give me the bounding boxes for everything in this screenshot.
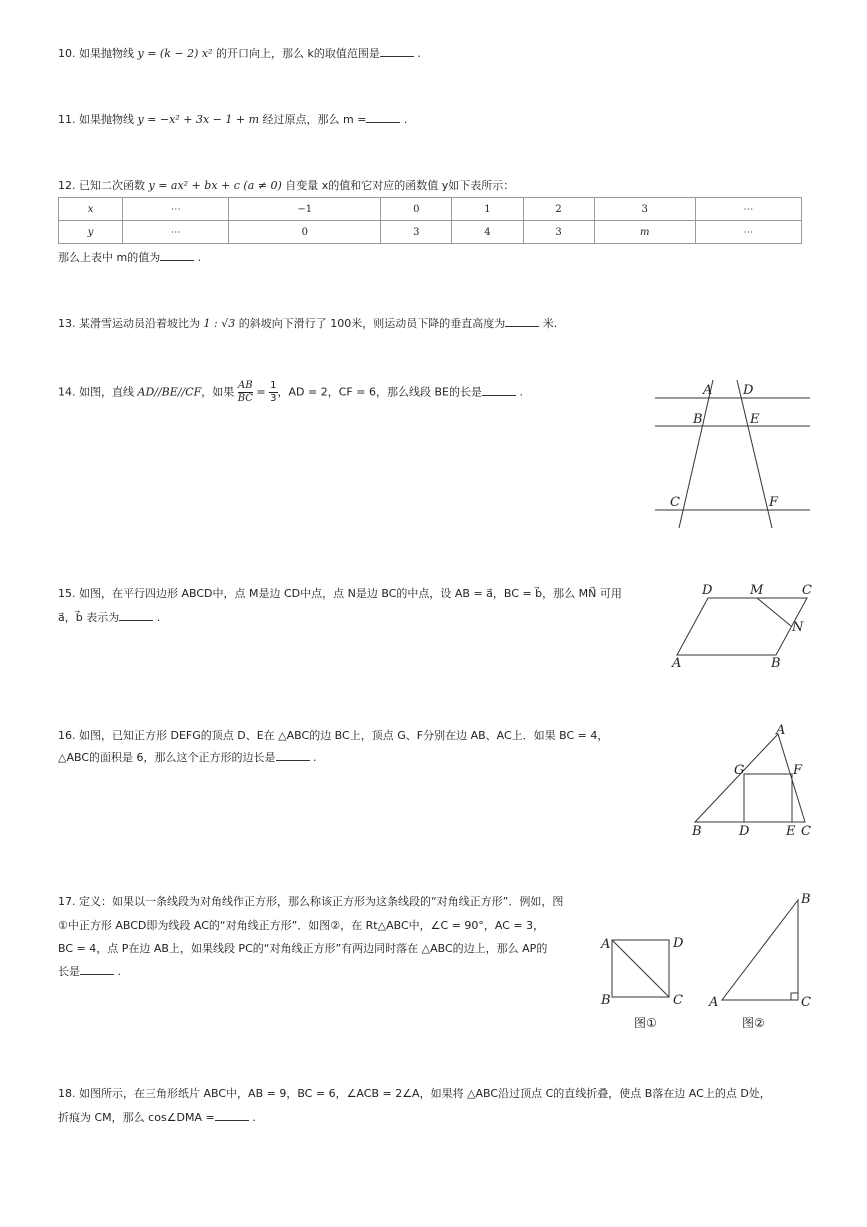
q11-tail: 经过原点，那么 m = (259, 113, 367, 126)
q17-answer-blank (80, 964, 114, 975)
label-c: C (801, 824, 811, 839)
label-n: N (792, 620, 804, 635)
question-10 (58, 42, 421, 66)
q14-figure (655, 378, 815, 528)
q14-fraction (238, 380, 253, 405)
q12-after: 那么上表中 m的值为 (58, 251, 161, 264)
label-a: A (672, 656, 682, 671)
label-d: D (702, 583, 713, 598)
question-11 (58, 108, 407, 132)
q13-formula: 1 : √3 (203, 317, 236, 330)
segment-mn (757, 598, 791, 626)
q12-lead: 12. 已知二次函数 (58, 179, 149, 192)
q15-answer-blank (119, 610, 153, 621)
q11-answer-blank (366, 112, 400, 123)
caption-figure-2: 图② (742, 1016, 765, 1030)
label-b: B (692, 824, 702, 839)
question-17-line2 (58, 914, 544, 938)
question-13 (58, 312, 557, 336)
table-row-y (59, 221, 802, 244)
label-c: C (801, 995, 811, 1010)
question-16-line1 (58, 724, 608, 748)
q14-end: . (515, 385, 523, 399)
value-table (58, 197, 802, 244)
table-cell: 1 (452, 198, 523, 221)
table-cell: −1 (229, 198, 381, 221)
table-cell: x (59, 198, 123, 221)
label-b: B (693, 412, 703, 427)
q14-answer-blank (482, 385, 516, 396)
q14-val-den: 3 (270, 393, 277, 404)
q11-end: . (400, 113, 408, 126)
table-cell: 4 (452, 221, 523, 244)
q14-val-num: 1 (270, 380, 277, 391)
label-e: E (786, 824, 796, 839)
square-defg (744, 774, 792, 822)
table-cell: 2 (523, 198, 594, 221)
question-17-line3 (58, 937, 547, 961)
q18-line2: 折痕为 CM，那么 cos∠DMA = (58, 1111, 215, 1124)
question-16-line2 (58, 746, 317, 770)
q10-end: . (413, 47, 421, 60)
q16-answer-blank (276, 750, 310, 761)
table-cell: 0 (381, 198, 452, 221)
triangle-abc (695, 734, 805, 822)
label-a: A (709, 995, 719, 1010)
table-cell: 3 (381, 221, 452, 244)
question-17-line4 (58, 960, 121, 984)
q17-figure-1 (600, 930, 690, 1030)
label-f: F (769, 495, 779, 510)
label-e: E (750, 412, 760, 427)
q15-figure (672, 583, 822, 671)
q14-frac-den: BC (237, 393, 253, 404)
q14-value (269, 380, 277, 405)
label-b: B (601, 993, 611, 1008)
question-15-line1 (58, 582, 622, 606)
question-18-line2 (58, 1106, 256, 1130)
q13-lead: 13. 某滑雪运动员沿着坡比为 (58, 317, 204, 330)
table-cell: 3 (594, 198, 695, 221)
right-angle-mark (791, 993, 798, 1000)
q18-end: . (248, 1111, 256, 1124)
transversal-right (737, 380, 772, 528)
table-cell: y (59, 221, 123, 244)
right-triangle-abc (722, 900, 798, 1000)
table-cell: ⋯ (123, 221, 229, 244)
table-cell: ⋯ (695, 198, 801, 221)
q15-end: . (153, 611, 161, 624)
label-a: A (703, 383, 713, 398)
label-g: G (734, 763, 745, 778)
question-12 (58, 174, 514, 198)
q15-line1: 15. 如图，在平行四边形 ABCD中，点 M是边 CD中点，点 N是边 BC的中点，设 AB = a⃗，BC = b⃗，那么 MN⃗ 可用 (58, 587, 622, 600)
label-c: C (670, 495, 680, 510)
q17-end: . (114, 965, 121, 978)
q13-answer-blank (505, 316, 539, 327)
q10-lead: 10. 如果抛物线 (58, 47, 138, 60)
caption-figure-1: 图① (634, 1016, 657, 1030)
question-18-line1 (58, 1082, 771, 1106)
label-d: D (739, 824, 750, 839)
transversal-left (679, 380, 713, 528)
table-cell: ⋯ (695, 221, 801, 244)
q14-tail: ，AD = 2，CF = 6，那么线段 BE的长是 (277, 385, 482, 399)
q12-end: . (194, 251, 202, 264)
label-a: A (776, 723, 786, 738)
q16-line1: 16. 如图，已知正方形 DEFG的顶点 D、E在 △ABC的边 BC上，顶点 G、F分别在边 AB、AC上．如果 BC = 4， (58, 729, 609, 742)
q16-figure (690, 724, 820, 839)
q18-line1: 18. 如图所示，在三角形纸片 ABC中，AB = 9，BC = 6，∠ACB = 2∠A，如果将 △ABC沿过顶点 C的直线折叠，使点 B落在边 AC上的点 D处， (58, 1087, 771, 1100)
q14-parallel: AD//BE//CF (137, 385, 202, 399)
q13-end: 米. (539, 317, 558, 330)
diagonal-ac (612, 940, 669, 997)
q16-end: . (309, 751, 317, 764)
question-12-followup (58, 246, 201, 270)
question-15-line2 (58, 606, 160, 630)
q12-formula: y = ax² + bx + c (a ≠ 0) (148, 179, 282, 192)
label-b: B (801, 892, 811, 907)
q14-mid: ，如果 (201, 385, 238, 399)
q16-line2: △ABC的面积是 6，那么这个正方形的边长是 (58, 751, 276, 764)
label-c: C (802, 583, 812, 598)
label-d: D (743, 383, 754, 398)
q17-figure-2 (708, 888, 818, 1033)
q17-line3: BC = 4，点 P在边 AB上，如果线段 PC的“对角线正方形”有两边同时落在 △ABC的边上，那么 AP的 (58, 942, 548, 955)
q13-tail: 的斜坡向下滑行了 100米，则运动员下降的垂直高度为 (235, 317, 506, 330)
q10-formula: y = (k − 2) x² (137, 47, 213, 60)
q12-answer-blank (160, 250, 194, 261)
label-d: D (673, 936, 684, 951)
q17-line2: ①中正方形 ABCD即为线段 AC的“对角线正方形”．如图②，在 Rt△ABC中，∠C = 90°，AC = 3， (58, 919, 545, 932)
question-14 (58, 380, 523, 405)
q14-eq: = (252, 385, 270, 399)
table-row-x (59, 198, 802, 221)
q10-tail: 的开口向上，那么 k的取值范围是 (212, 47, 380, 60)
q12-tail: 自变量 x的值和它对应的函数值 y如下表所示： (281, 179, 515, 192)
label-b: B (771, 656, 781, 671)
table-cell: ⋯ (123, 198, 229, 221)
q10-answer-blank (380, 46, 414, 57)
label-a: A (601, 937, 611, 952)
q15-line2: a⃗，b⃗ 表示为 (58, 611, 120, 624)
label-m: M (750, 583, 764, 598)
table-cell: 3 (523, 221, 594, 244)
table-cell: 0 (229, 221, 381, 244)
label-c: C (673, 993, 683, 1008)
q14-lead: 14. 如图，直线 (58, 385, 138, 399)
q11-formula: y = −x² + 3x − 1 + m (137, 113, 260, 126)
label-f: F (793, 763, 803, 778)
q17-line1: 17. 定义：如果以一条线段为对角线作正方形，那么称该正方形为这条线段的“对角线正方形”．例如，图 (58, 895, 564, 908)
q17-line4: 长是 (58, 965, 80, 978)
question-17-line1 (58, 890, 563, 914)
parallelogram-abcd (677, 598, 807, 655)
q14-frac-num: AB (238, 380, 253, 391)
q18-answer-blank (215, 1110, 249, 1121)
table-cell: m (594, 221, 695, 244)
q11-lead: 11. 如果抛物线 (58, 113, 138, 126)
